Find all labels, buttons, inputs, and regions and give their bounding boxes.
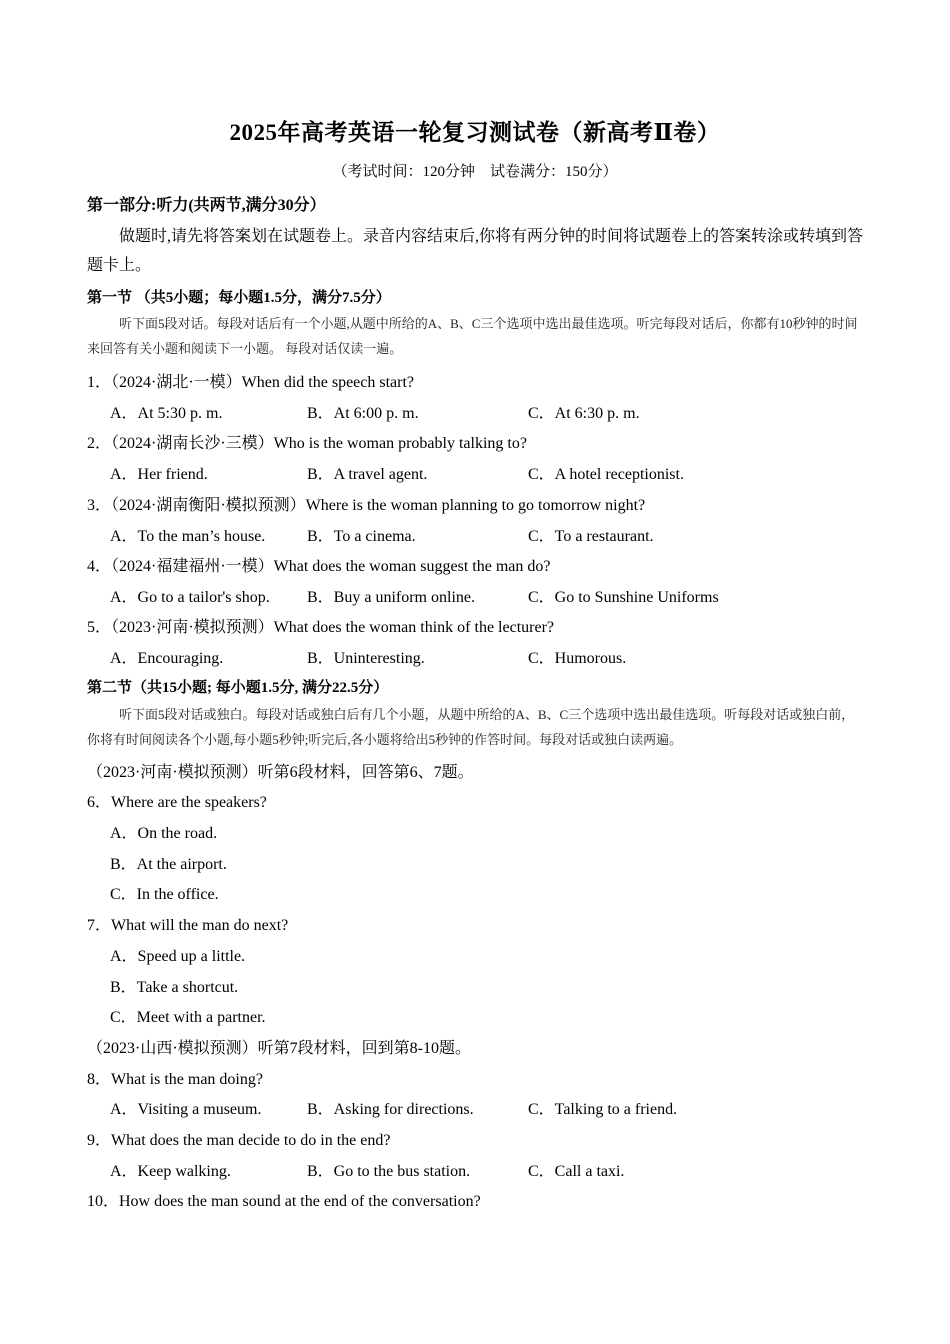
question-3-option-b: B．To a cinema. (307, 528, 416, 545)
group-6-intro: （2023·河南·模拟预测）听第6段材料，回答第6、7题。 (87, 764, 474, 781)
question-5-stem: 5．（2023·河南·模拟预测）What does the woman think of the lecturer? (87, 619, 555, 636)
question-5-option-a: A．Encouraging. (110, 650, 224, 667)
question-1-option-b: B．At 6:00 p. m. (307, 405, 419, 422)
part1-instruction: 做题时,请先将答案划在试题卷上。录音内容结束后,你将有两分钟的时间将试题卷上的答案转涂或转填到答题卡上。 (87, 228, 864, 274)
question-6-option-c: C．In the office. (110, 886, 219, 903)
question-1-stem: 1．（2024·湖北·一模）When did the speech start? (87, 374, 415, 391)
question-6-option-b: B．At the airport. (110, 856, 227, 873)
question-6-option-a: A．On the road. (110, 825, 218, 842)
question-6-stem: 6．Where are the speakers? (87, 794, 267, 811)
question-4-option-a: A．Go to a tailor's shop. (110, 589, 270, 606)
group-7-intro: （2023·山西·模拟预测）听第7段材料，回到第8-10题。 (87, 1040, 471, 1057)
question-2-option-a: A．Her friend. (110, 466, 208, 483)
section2-heading: 第二节（共15小题; 每小题1.5分, 满分22.5分） (87, 680, 389, 696)
question-9-option-b: B．Go to the bus station. (307, 1163, 471, 1180)
question-7-option-a: A．Speed up a little. (110, 948, 246, 965)
question-8-stem: 8．What is the man doing? (87, 1071, 263, 1088)
question-2-option-b: B．A travel agent. (307, 466, 428, 483)
question-1-option-a: A．At 5:30 p. m. (110, 405, 223, 422)
question-8-option-a: A．Visiting a museum. (110, 1101, 262, 1118)
question-3-option-a: A．To the man’s house. (110, 528, 266, 545)
question-4-stem: 4．（2024·福建福州·一模）What does the woman suggest the man do? (87, 558, 551, 575)
question-7-option-c: C．Meet with a partner. (110, 1009, 266, 1026)
question-4-option-c: C．Go to Sunshine Uniforms (528, 589, 719, 606)
question-8-option-b: B．Asking for directions. (307, 1101, 474, 1118)
question-9-option-a: A．Keep walking. (110, 1163, 231, 1180)
question-10-stem: 10．How does the man sound at the end of the conversation? (87, 1193, 481, 1210)
question-5-option-c: C．Humorous. (528, 650, 627, 667)
question-3-stem: 3．（2024·湖南衡阳·模拟预测）Where is the woman planning to go tomorrow night? (87, 497, 646, 514)
section1-heading: 第一节 （共5小题；每小题1.5分，满分7.5分） (87, 290, 391, 306)
section1-instruction: 听下面5段对话。每段对话后有一个小题,从题中所给的A、B、C三个选项中选出最佳选项。听完每段对话后，你都有10秒钟的时间来回答有关小题和阅读下一小题。 每段对话仅读一遍。 (87, 316, 858, 356)
question-9-option-c: C．Call a taxi. (528, 1163, 625, 1180)
question-8-option-c: C．Talking to a friend. (528, 1101, 678, 1118)
question-2-option-c: C．A hotel receptionist. (528, 466, 684, 483)
question-7-stem: 7．What will the man do next? (87, 917, 289, 934)
question-3-option-c: C．To a restaurant. (528, 528, 654, 545)
exam-title: 2025年高考英语一轮复习测试卷（新高考Ⅱ卷） (229, 120, 721, 145)
question-9-stem: 9．What does the man decide to do in the end? (87, 1132, 391, 1149)
question-5-option-b: B．Uninteresting. (307, 650, 425, 667)
question-4-option-b: B．Buy a uniform online. (307, 589, 475, 606)
question-2-stem: 2．（2024·湖南长沙·三模）Who is the woman probably talking to? (87, 435, 527, 452)
exam-subtitle: （考试时间：120分钟 试卷满分：150分） (332, 164, 618, 180)
section2-instruction: 听下面5段对话或独白。每段对话或独白后有几个小题，从题中所给的A、B、C三个选项中选出最佳选项。听每段对话或独白前，你将有时间阅读各个小题,每小题5秒钟;听完后,各小题将给出5秒钟的作答时间。每段对话或独白读两遍。 (87, 707, 855, 747)
question-7-option-b: B．Take a shortcut. (110, 979, 239, 996)
part1-heading: 第一部分:听力(共两节,满分30分） (87, 197, 326, 214)
question-1-option-c: C．At 6:30 p. m. (528, 405, 640, 422)
